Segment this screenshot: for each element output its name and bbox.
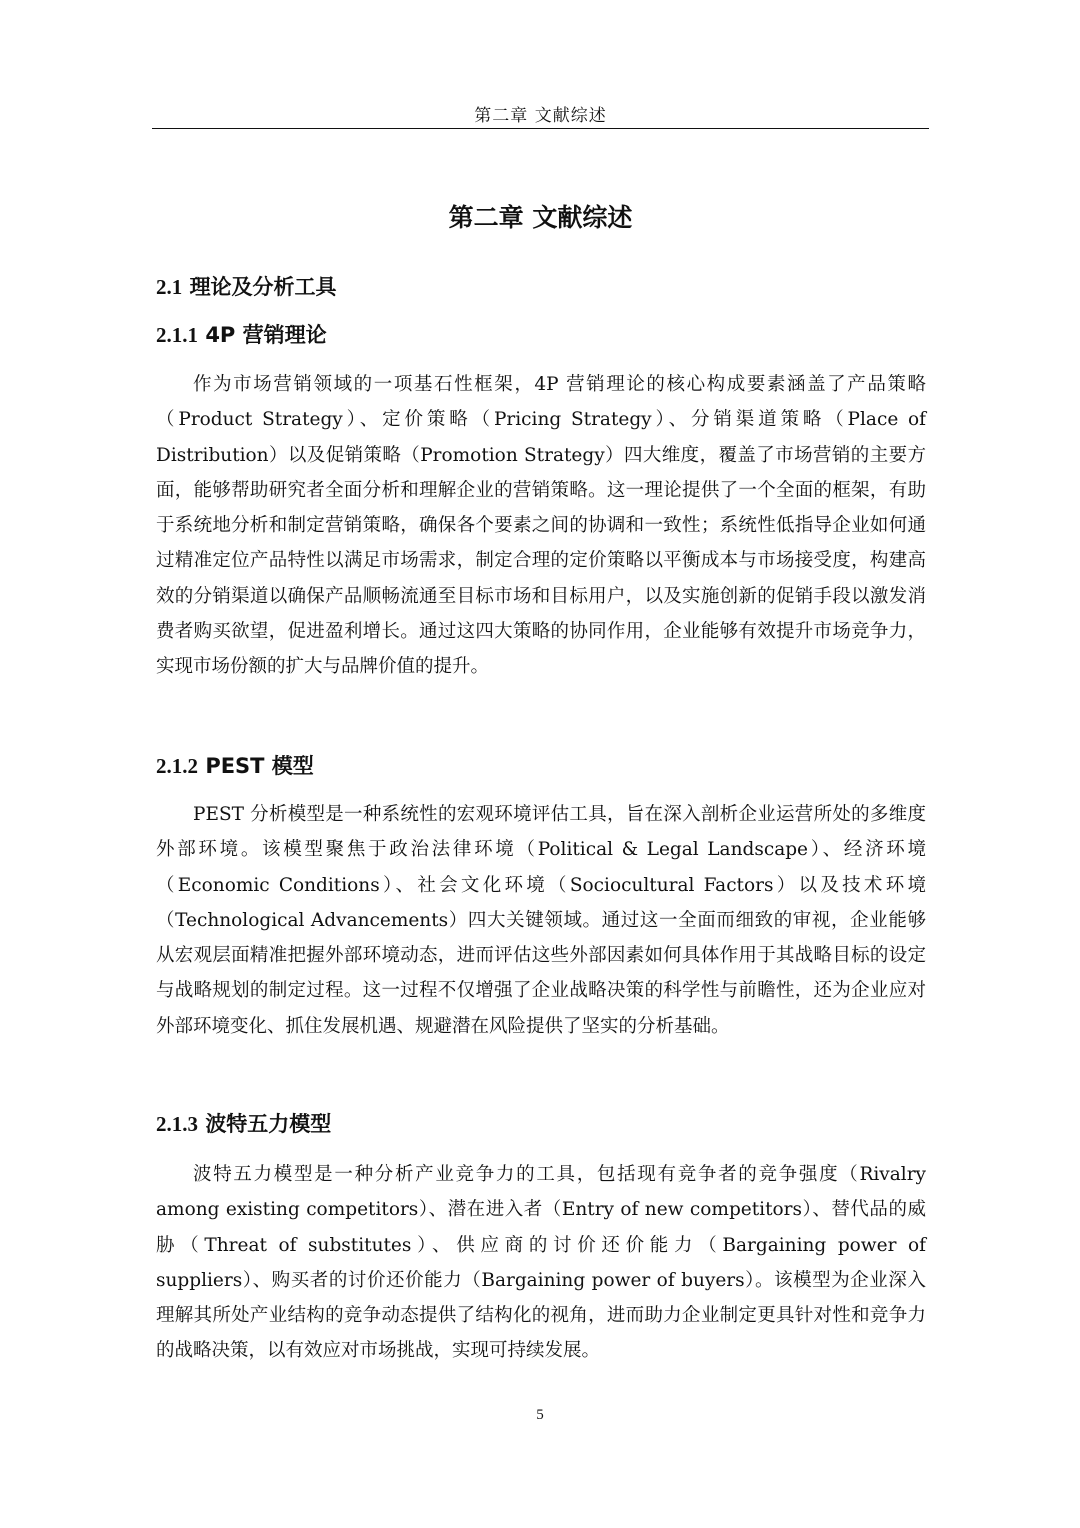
- section-number: 2.1.3: [156, 1112, 198, 1136]
- header-rule: [152, 128, 929, 129]
- section-title: 波特五力模型: [205, 1112, 332, 1136]
- paragraph-pest-model: PEST 分析模型是一种系统性的宏观环境评估工具，旨在深入剖析企业运营所处的多维度外部环境。该模型聚焦于政治法律环境（Political & Legal Landscape）、经济环境（Economic Conditions）、社会文化环境（Sociocultural Factors）以及技术环境（Technological Advancements）四大关键领域。通过这一全面而细致的审视，企业能够从宏观层面精准把握外部环境动态，进而评估这些外部因素如何具体作用于其战略目标的设定与战略规划的制定过程。这一过程不仅增强了企业战略决策的科学性与前瞻性，还为企业应对外部环境变化、抓住发展机遇、规避潜在风险提供了坚实的分析基础。: [156, 804, 926, 1037]
- paragraph-4p-theory: 作为市场营销领域的一项基石性框架，4P 营销理论的核心构成要素涵盖了产品策略（Product Strategy）、定价策略（Pricing Strategy）、分销渠道策略（Place of Distribution）以及促销策略（Promotion Strategy）四大维度，覆盖了市场营销的主要方面，能够帮助研究者全面分析和理解企业的营销策略。这一理论提供了一个全面的框架，有助于系统地分析和制定营销策略，确保各个要素之间的协调和一致性；系统性低指导企业如何通过精准定位产品特性以满足市场需求，制定合理的定价策略以平衡成本与市场接受度，构建高效的分销渠道以确保产品顺畅流通至目标市场和目标用户，以及实施创新的促销手段以激发消费者购买欲望，促进盈利增长。通过这四大策略的协同作用，企业能够有效提升市场竞争力，实现市场份额的扩大与品牌价值的提升。: [156, 374, 926, 678]
- section-heading-2-1-1: [156, 319, 327, 351]
- running-header: 第二章 文献综述: [474, 106, 607, 126]
- section-title: 理论及分析工具: [189, 275, 337, 299]
- section-heading-2-1-2: [156, 750, 314, 782]
- section-number: 2.1.1: [156, 323, 198, 347]
- section-heading-2-1-3: [156, 1108, 331, 1140]
- page-number: 5: [536, 1407, 544, 1423]
- section-number: 2.1: [156, 275, 183, 299]
- section-title: PEST 模型: [205, 754, 314, 778]
- section-heading-2-1: [156, 271, 337, 303]
- section-title: 4P 营销理论: [205, 323, 327, 347]
- paragraph-porter-five-forces: 波特五力模型是一种分析产业竞争力的工具，包括现有竞争者的竞争强度（Rivalry among existing competitors）、潜在进入者（Entry of new competitors）、替代品的威胁（Threat of substitutes）、供应商的讨价还价能力（Bargaining power of suppliers）、购买者的讨价还价能力（Bargaining power of buyers）。该模型为企业深入理解其所处产业结构的竞争动态提供了结构化的视角，进而助力企业制定更具针对性和竞争力的战略决策，以有效应对市场挑战，实现可持续发展。: [156, 1164, 926, 1362]
- chapter-title: 第二章 文献综述: [448, 203, 633, 232]
- section-number: 2.1.2: [156, 754, 198, 778]
